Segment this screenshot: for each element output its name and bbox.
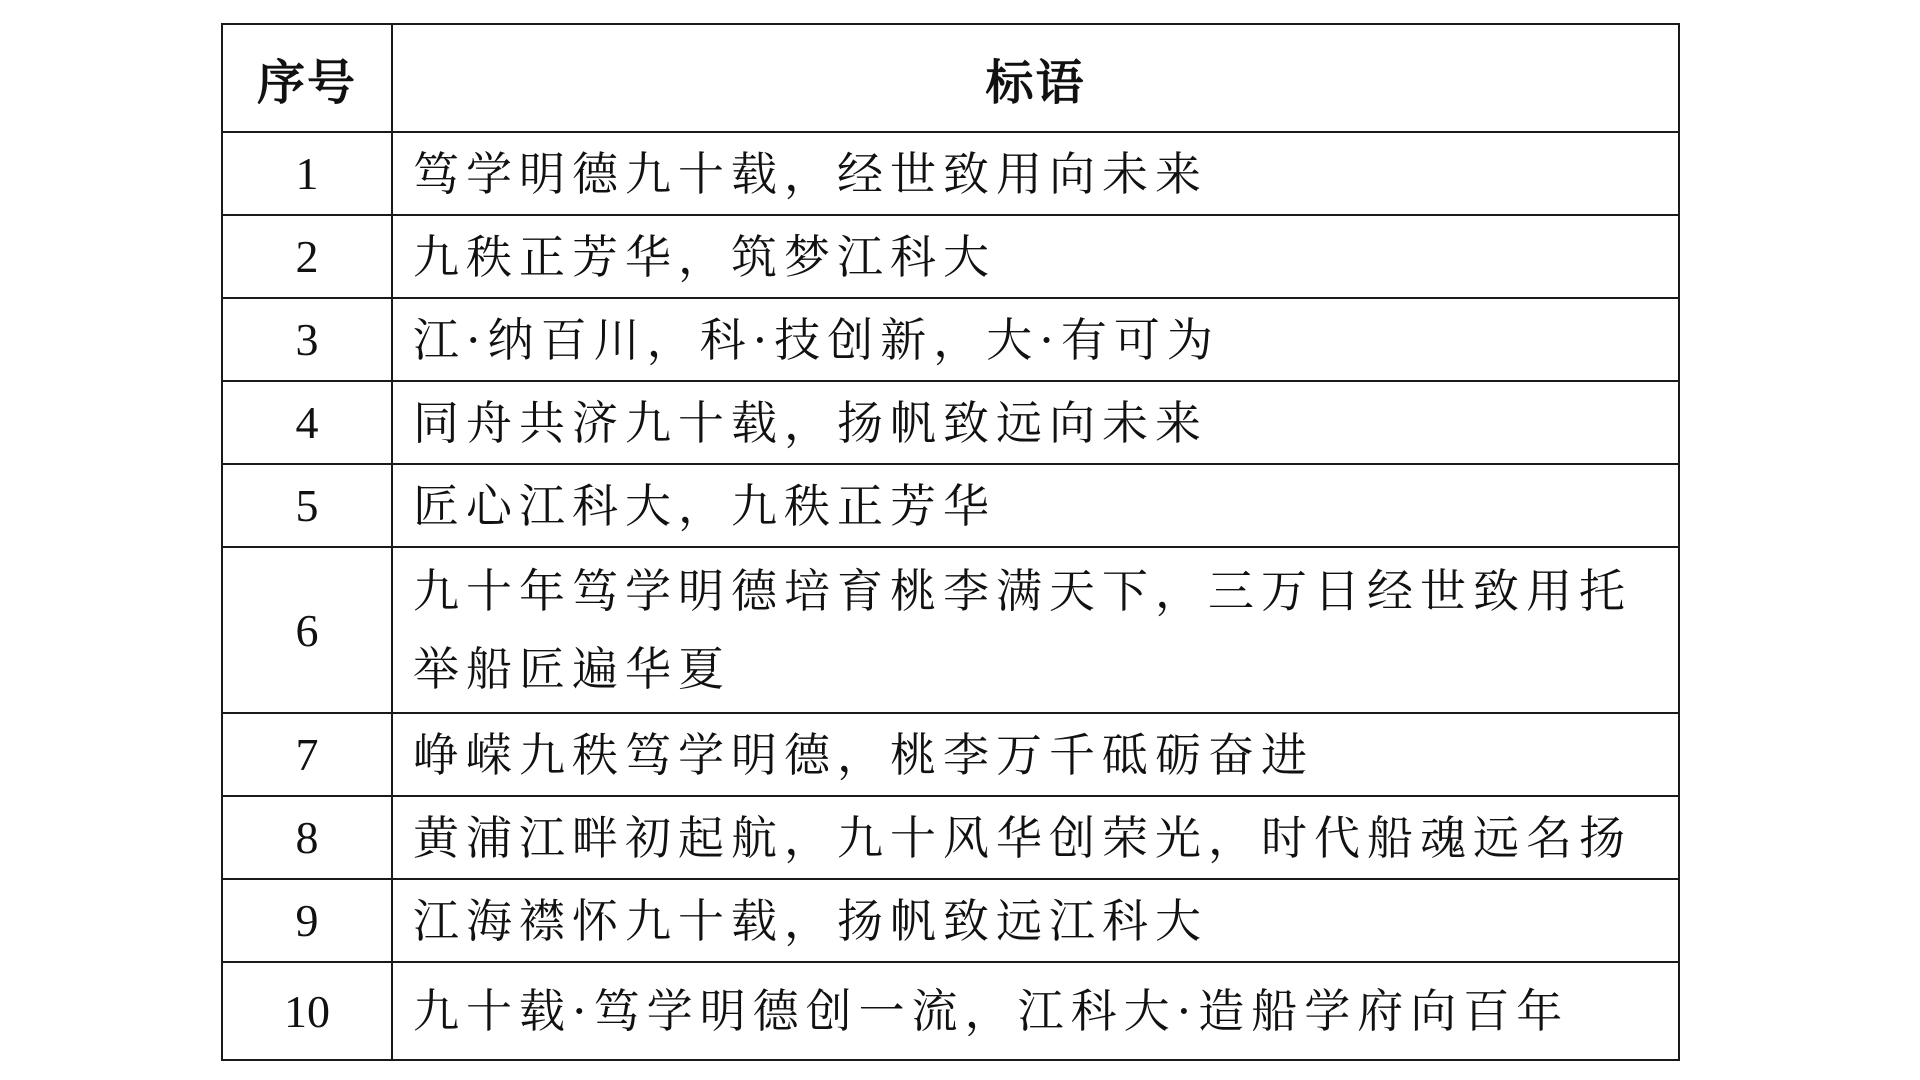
row-slogan: 匠心江科大，九秩正芳华 (392, 464, 1679, 547)
header-index: 序号 (222, 24, 392, 132)
table-row (222, 298, 1679, 381)
row-index: 5 (222, 464, 392, 547)
row-slogan: 峥嵘九秩笃学明德，桃李万千砥砺奋进 (392, 713, 1679, 796)
row-index: 6 (222, 547, 392, 713)
row-slogan: 九秩正芳华，筑梦江科大 (392, 215, 1679, 298)
table-row (222, 381, 1679, 464)
table-row (222, 879, 1679, 962)
row-slogan: 黄浦江畔初起航，九十风华创荣光，时代船魂远名扬 (392, 796, 1679, 879)
row-index: 10 (222, 962, 392, 1060)
slogan-table (221, 23, 1680, 1061)
table-row (222, 464, 1679, 547)
row-index: 7 (222, 713, 392, 796)
row-index: 8 (222, 796, 392, 879)
table-header-row (222, 24, 1679, 132)
row-index: 4 (222, 381, 392, 464)
row-index: 9 (222, 879, 392, 962)
row-slogan: 笃学明德九十载，经世致用向未来 (392, 132, 1679, 215)
row-slogan: 江海襟怀九十载，扬帆致远江科大 (392, 879, 1679, 962)
row-index: 3 (222, 298, 392, 381)
row-slogan: 九十载·笃学明德创一流，江科大·造船学府向百年 (392, 962, 1679, 1060)
table-row (222, 713, 1679, 796)
row-index: 1 (222, 132, 392, 215)
table-row (222, 132, 1679, 215)
row-slogan: 同舟共济九十载，扬帆致远向未来 (392, 381, 1679, 464)
row-slogan: 江·纳百川，科·技创新，大·有可为 (392, 298, 1679, 381)
row-slogan: 九十年笃学明德培育桃李满天下，三万日经世致用托举船匠遍华夏 (392, 547, 1679, 713)
table-row (222, 215, 1679, 298)
header-slogan: 标语 (392, 24, 1679, 132)
table-row (222, 962, 1679, 1060)
table-row (222, 796, 1679, 879)
row-index: 2 (222, 215, 392, 298)
table-row (222, 547, 1679, 713)
